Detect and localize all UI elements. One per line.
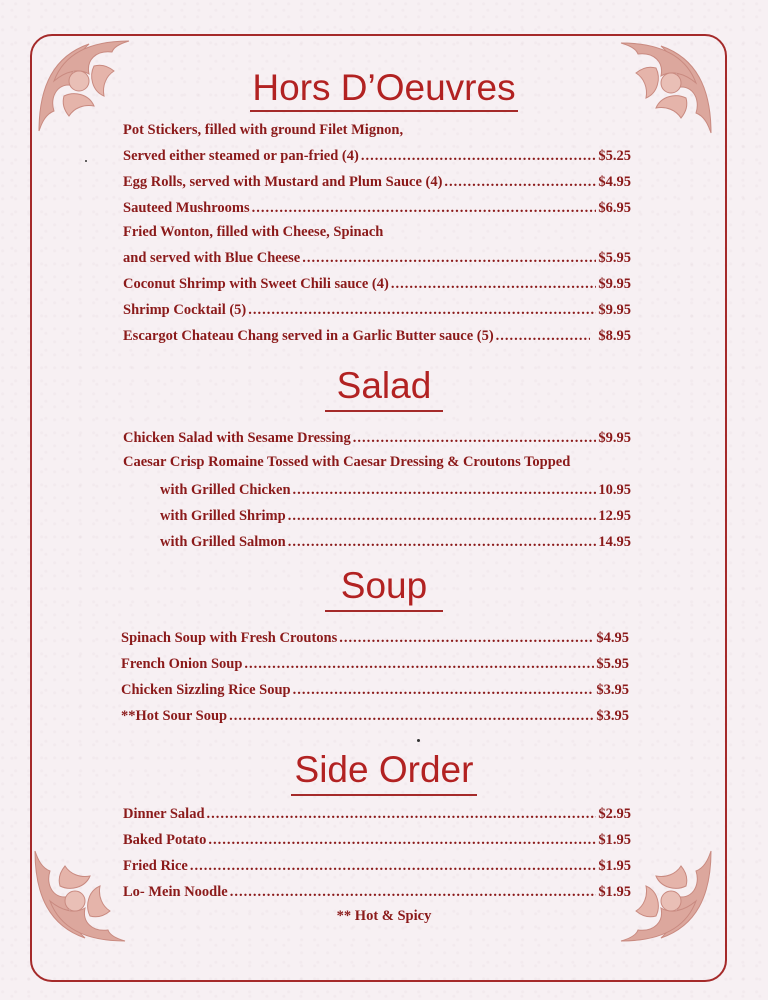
paper-speck: [85, 160, 87, 162]
leader-dots: [208, 830, 596, 850]
menu-item-name: Spinach Soup with Fresh Croutons: [121, 630, 338, 646]
menu-item: [121, 652, 629, 674]
menu-item: [123, 196, 631, 218]
menu-item-name: Sauteed Mushrooms: [123, 200, 250, 216]
leader-dots: [293, 680, 595, 700]
menu-item-name: and served with Blue Cheese: [123, 250, 301, 266]
section-title-salad: Salad: [0, 366, 768, 412]
menu-item-name: **Hot Sour Soup: [121, 708, 228, 724]
section-title-side-order: Side Order: [0, 750, 768, 796]
leader-dots: [252, 198, 597, 218]
leader-dots: [288, 506, 597, 526]
menu-item: [123, 426, 631, 448]
menu-item-name: with Grilled Chicken: [160, 482, 291, 498]
menu-item: [123, 880, 631, 902]
menu-item-price: $9.95: [598, 302, 631, 318]
menu-item-name: Egg Rolls, served with Mustard and Plum Sauce (4): [123, 174, 443, 190]
menu-item-price: $6.95: [598, 200, 631, 216]
leader-dots: [190, 856, 597, 876]
menu-item-description: Fried Wonton, filled with Cheese, Spinach: [123, 224, 384, 240]
menu-item-name: Chicken Sizzling Rice Soup: [121, 682, 291, 698]
leader-dots: [229, 706, 594, 726]
menu-item: [160, 530, 631, 552]
menu-item-price: $5.95: [598, 250, 631, 266]
menu-item-price: $3.95: [596, 682, 629, 698]
section-title-hors-doeuvres: Hors D’Oeuvres: [0, 68, 768, 112]
menu-item-name: Fried Rice: [123, 858, 188, 874]
menu-item-price: $4.95: [598, 174, 631, 190]
leader-dots: [244, 654, 594, 674]
menu-item-price: $8.95: [598, 328, 631, 344]
leader-dots: [361, 146, 597, 166]
menu-item-name: with Grilled Salmon: [160, 534, 286, 550]
menu-item: [123, 802, 631, 824]
menu-item-price: $3.95: [596, 708, 629, 724]
menu-item: [123, 170, 631, 192]
menu-item-price: 10.95: [598, 482, 631, 498]
leader-dots: [444, 172, 596, 192]
leader-dots: [230, 882, 597, 902]
ornament-corner-icon: [30, 846, 130, 946]
menu-item: [123, 828, 631, 850]
leader-dots: [288, 532, 597, 552]
menu-item: [160, 478, 631, 500]
leader-dots: [248, 300, 596, 320]
menu-item-price: $1.95: [598, 858, 631, 874]
menu-item: [123, 324, 631, 346]
menu-item-name: Chicken Salad with Sesame Dressing: [123, 430, 351, 446]
menu-item-description: Caesar Crisp Romaine Tossed with Caesar Dressing & Croutons Topped: [123, 454, 571, 470]
leader-dots: [302, 248, 596, 268]
section-title-soup: Soup: [0, 566, 768, 612]
menu-item-price: $9.95: [598, 430, 631, 446]
ornament-corner-icon: [616, 846, 716, 946]
menu-item-price: 12.95: [598, 508, 631, 524]
menu-item-price: $5.95: [596, 656, 629, 672]
menu-item-price: $5.25: [598, 148, 631, 164]
menu-item-name: Baked Potato: [123, 832, 207, 848]
leader-dots: [207, 804, 597, 824]
menu-item-name: Lo- Mein Noodle: [123, 884, 228, 900]
leader-dots: [339, 628, 594, 648]
menu-item: [123, 246, 631, 268]
menu-item: [121, 678, 629, 700]
leader-dots: [353, 428, 597, 448]
menu-item: [121, 704, 629, 726]
leader-dots: [391, 274, 597, 294]
menu-item-price: $1.95: [598, 832, 631, 848]
menu-item: [123, 272, 631, 294]
leader-dots: [496, 326, 591, 346]
menu-item-name: French Onion Soup: [121, 656, 243, 672]
paper-speck: [417, 739, 420, 742]
menu-item: [123, 144, 631, 166]
menu-item-name: Served either steamed or pan-fried (4): [123, 148, 359, 164]
menu-item-description: Pot Stickers, filled with ground Filet Mignon,: [123, 122, 404, 138]
menu-item-name: Coconut Shrimp with Sweet Chili sauce (4): [123, 276, 389, 292]
menu-item-name: Shrimp Cocktail (5): [123, 302, 247, 318]
menu-item-name: with Grilled Shrimp: [160, 508, 286, 524]
menu-item-price: $9.95: [598, 276, 631, 292]
menu-item-price: $2.95: [598, 806, 631, 822]
menu-item: [121, 626, 629, 648]
footnote-hot-spicy: ** Hot & Spicy: [336, 908, 432, 924]
menu-item-price: $1.95: [598, 884, 631, 900]
menu-item-price: 14.95: [598, 534, 631, 550]
menu-item: [123, 854, 631, 876]
menu-item-price: $4.95: [596, 630, 629, 646]
menu-item: [123, 298, 631, 320]
menu-item-name: Dinner Salad: [123, 806, 205, 822]
menu-item-name: Escargot Chateau Chang served in a Garlic Butter sauce (5): [123, 328, 494, 344]
leader-dots: [293, 480, 597, 500]
menu-item: [160, 504, 631, 526]
